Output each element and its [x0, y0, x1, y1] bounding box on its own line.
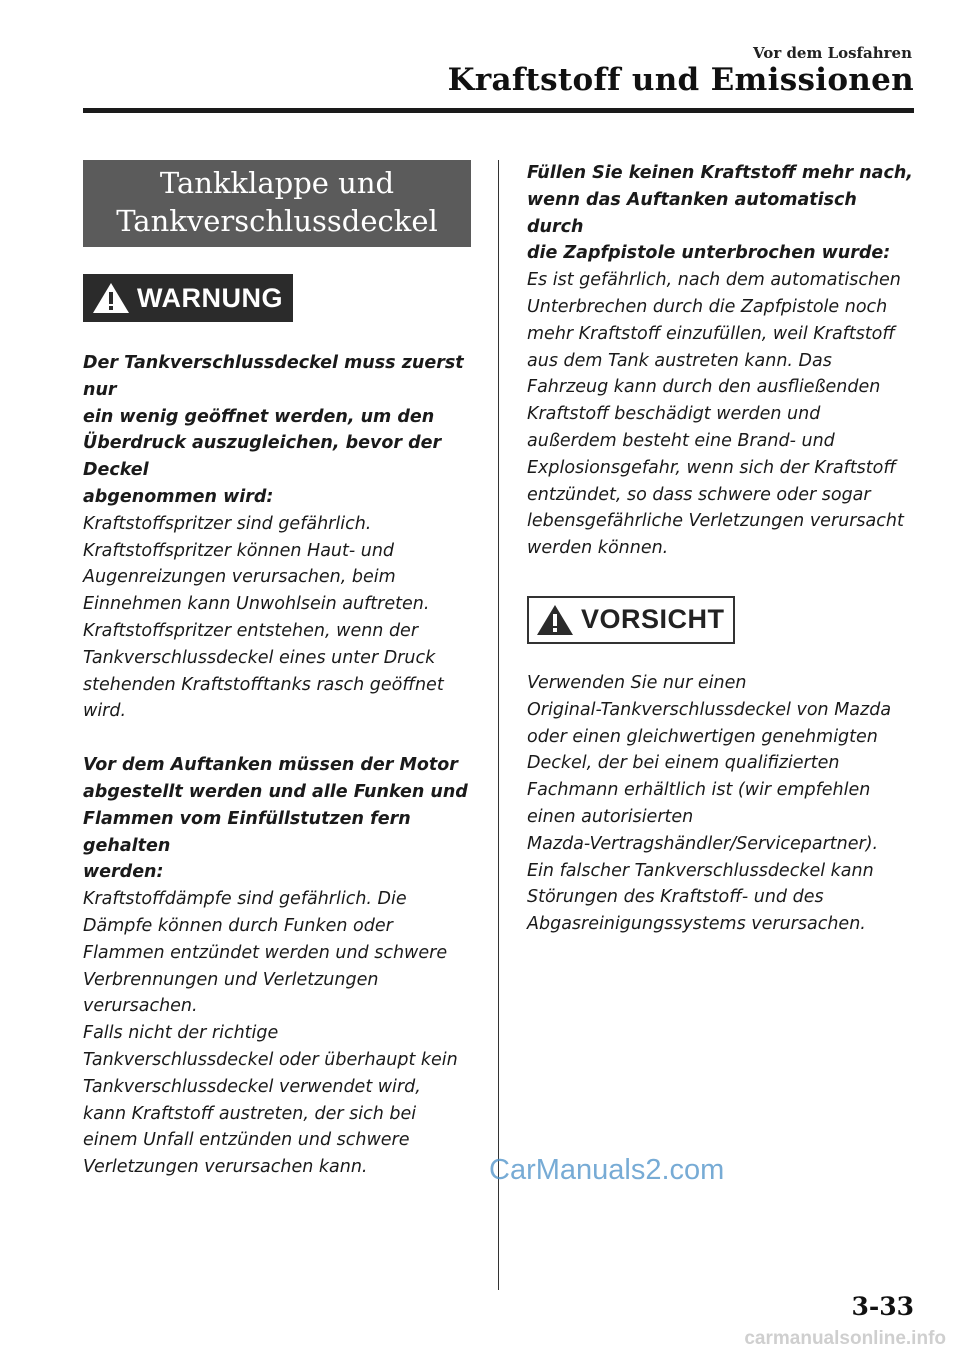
caution-label: VORSICHT	[581, 604, 725, 635]
caution-triangle-icon	[535, 603, 575, 637]
p2-body-line: einem Unfall entzünden und schwere	[83, 1130, 410, 1151]
p2-body-line: Tankverschlussdeckel verwendet wird,	[83, 1076, 421, 1097]
p1-body-line: Kraftstoffspritzer entstehen, wenn der	[83, 620, 419, 641]
section-heading-line1: Tankklappe und	[159, 166, 395, 200]
section-heading-box	[83, 160, 471, 247]
p1-body-line: wird.	[83, 701, 127, 722]
chapter-title: Vor dem Losfahren	[753, 44, 912, 62]
warning-paragraph-3	[527, 160, 919, 562]
watermark-carmanuals2: CarManuals2.com	[489, 1154, 725, 1186]
p1-body-line: Einnehmen kann Unwohlsein auftreten.	[83, 594, 430, 615]
p4-body-line: Verwenden Sie nur einen	[527, 672, 747, 693]
p2-heading-line: werden:	[83, 862, 164, 883]
p2-body-line: Dämpfe können durch Funken oder	[83, 915, 393, 936]
p2-heading-line: abgestellt werden und alle Funken und	[83, 781, 468, 802]
p2-body-line: Kraftstoffdämpfe sind gefährlich. Die	[83, 889, 407, 910]
left-column	[83, 160, 471, 1181]
p1-body-line: Kraftstoffspritzer können Haut- und	[83, 540, 395, 561]
p3-body-line: Es ist gefährlich, nach dem automatischen	[527, 270, 901, 291]
p3-heading-line: die Zapfpistole unterbrochen wurde:	[527, 243, 891, 264]
p1-heading-line: Der Tankverschlussdeckel muss zuerst nur	[83, 353, 464, 400]
caution-badge	[527, 596, 735, 644]
p1-heading-line: ein wenig geöffnet werden, um den	[83, 406, 435, 427]
page-number: 3-33	[851, 1292, 914, 1321]
p3-body-line: Fahrzeug kann durch den ausfließenden	[527, 377, 881, 398]
p3-heading-line: wenn das Auftanken automatisch durch	[527, 189, 857, 237]
p2-body-line: Falls nicht der richtige	[83, 1023, 279, 1044]
section-heading-line2: Tankverschlussdeckel	[116, 204, 438, 238]
p1-heading-line: abgenommen wird:	[83, 486, 274, 507]
p3-body-line: Kraftstoff beschädigt werden und	[527, 404, 821, 425]
p2-body-line: Tankverschlussdeckel oder überhaupt kein	[83, 1049, 458, 1070]
p2-heading-line: Vor dem Auftanken müssen der Motor	[83, 755, 458, 776]
caution-paragraph	[527, 670, 919, 938]
header-rule	[83, 108, 914, 113]
watermark-site: carmanualsonline.info	[744, 1328, 946, 1349]
p3-body-line: Explosionsgefahr, wenn sich der Kraftstoff	[527, 457, 896, 478]
p4-body-line: Original-Tankverschlussdeckel von Mazda	[527, 699, 892, 720]
p4-body-line: Störungen des Kraftstoff- und des	[527, 887, 824, 908]
p3-body-line: mehr Kraftstoff einzufüllen, weil Kraftstoff	[527, 323, 896, 344]
p3-body-line: entzündet, so dass schwere oder sogar	[527, 484, 871, 505]
p3-body-line: lebensgefährliche Verletzungen verursacht	[527, 511, 904, 532]
p4-body-line: oder einen gleichwertigen genehmigten	[527, 726, 878, 747]
warning-triangle-icon	[91, 281, 131, 315]
p4-body-line: Deckel, der bei einem qualifizierten	[527, 753, 840, 774]
warning-paragraph-2	[83, 752, 471, 1181]
p1-heading-line: Überdruck auszugleichen, bevor der Deckel	[83, 433, 442, 481]
warning-badge	[83, 274, 293, 322]
p3-body-line: aus dem Tank austreten kann. Das	[527, 350, 832, 371]
p1-body-line: Augenreizungen verursachen, beim	[83, 567, 396, 588]
column-divider	[498, 160, 499, 1290]
p2-body-line: Verbrennungen und Verletzungen	[83, 969, 379, 990]
warning-label: WARNUNG	[137, 282, 283, 313]
p4-body-line: Fachmann erhältlich ist (wir empfehlen	[527, 780, 871, 801]
warning-paragraph-1	[83, 350, 471, 725]
p1-body-line: Tankverschlussdeckel eines unter Druck	[83, 647, 436, 668]
right-column	[527, 160, 919, 938]
p3-body-line: außerdem besteht eine Brand- und	[527, 430, 835, 451]
p4-body-line: Mazda-Vertragshändler/Servicepartner).	[527, 833, 879, 854]
p2-body-line: verursachen.	[83, 996, 198, 1017]
p3-body-line: werden können.	[527, 538, 669, 559]
p2-heading-line: Flammen vom Einfüllstutzen fern gehalten	[83, 808, 411, 856]
p4-body-line: einen autorisierten	[527, 806, 694, 827]
p2-body-line: Verletzungen verursachen kann.	[83, 1157, 368, 1178]
p2-body-line: kann Kraftstoff austreten, der sich bei	[83, 1103, 417, 1124]
p3-heading-line: Füllen Sie keinen Kraftstoff mehr nach,	[527, 163, 913, 183]
p1-body-line: stehenden Kraftstofftanks rasch geöffnet	[83, 674, 444, 695]
p4-body-line: Abgasreinigungssystems verursachen.	[527, 914, 866, 935]
p2-body-line: Flammen entzündet werden und schwere	[83, 942, 448, 963]
p3-body-line: Unterbrechen durch die Zapfpistole noch	[527, 296, 888, 317]
section-title-header: Kraftstoff und Emissionen	[447, 62, 914, 98]
p1-body-line: Kraftstoffspritzer sind gefährlich.	[83, 513, 372, 534]
p4-body-line: Ein falscher Tankverschlussdeckel kann	[527, 860, 874, 881]
